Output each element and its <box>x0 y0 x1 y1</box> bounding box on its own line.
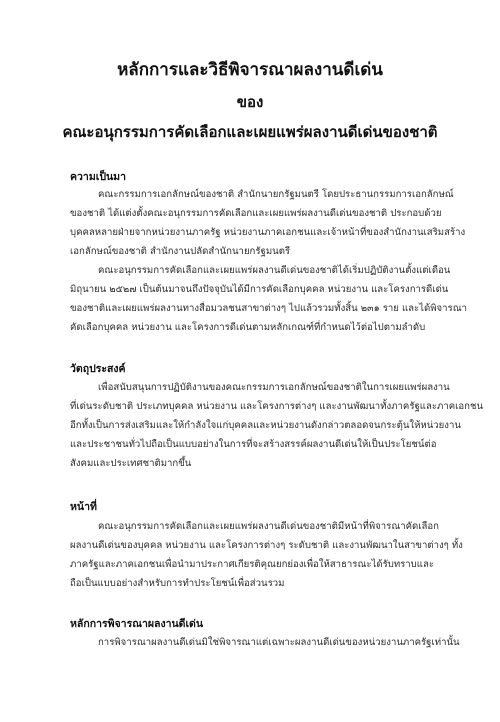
paragraph-line: ของชาติและเผยแพร่ผลงานทางสื่อมวลชนสาขาต่างๆ ไปแล้วรวมทั้งสิ้น ๒๓๑ ราย และได้พิจารณา <box>70 303 468 314</box>
paragraph-line: บุคคลหลายฝ่ายจากหน่วยงานภาครัฐ หน่วยงานภาคเอกชนและเจ้าหน้าที่ของสำนักงานเสริมสร้าง <box>70 227 466 238</box>
document-title: หลักการและวิธีพิจารณาผลงานดีเด่น <box>117 60 383 80</box>
paragraph-line: คณะกรรมการเอกลักษณ์ของชาติ สำนักนายกรัฐมนตรี โดยประธานกรรมการเอกลักษณ์ <box>98 189 454 200</box>
section-heading-background: ความเป็นมา <box>70 171 126 183</box>
paragraph-line: เพื่อสนับสนุนการปฏิบัติงานของคณะกรรมการเอกลักษณ์ของชาติในการเผยแพร่ผลงาน <box>98 382 450 393</box>
document-subtitle: คณะอนุกรรมการคัดเลือกและเผยแพร่ผลงานดีเด่นของชาติ <box>62 123 438 141</box>
section-heading-principles: หลักการพิจารณาผลงานดีเด่น <box>70 618 204 630</box>
paragraph-line: ผลงานดีเด่นของบุคคล หน่วยงาน และโครงการต่างๆ ระดับชาติ และงานพัฒนาในสาขาต่างๆ ทั้ง <box>70 540 463 551</box>
section-heading-objective: วัตถุประสงค์ <box>70 363 126 375</box>
paragraph-line: ภาครัฐและภาคเอกชนเพื่อนำมาประกาศเกียรติคุณยกย่องเพื่อให้สาธารณะได้รับทราบและ <box>70 559 434 570</box>
paragraph-line: ที่เด่นระดับชาติ ประเภทบุคคล หน่วยงาน และโครงการต่างๆ และงานพัฒนาทั้งภาครัฐและภาคเอกชน <box>70 401 484 412</box>
paragraph-line: เอกลักษณ์ของชาติ สำนักงานปลัดสำนักนายกรัฐมนตรี <box>70 246 291 257</box>
paragraph-line: ถือเป็นแบบอย่างสำหรับการทำประโยชน์เพื่อส่วนรวม <box>70 578 285 589</box>
document-title-connector: ของ <box>236 93 264 111</box>
paragraph-line: สังคมและประเทศชาติมากขึ้น <box>70 458 192 469</box>
paragraph-line: การพิจารณาผลงานดีเด่นมิใช่พิจารณาแต่เฉพาะผลงานดีเด่นของหน่วยงานภาครัฐเท่านั้น <box>98 637 460 648</box>
section-heading-duty: หน้าที่ <box>70 501 97 513</box>
paragraph-line: และประชาชนทั่วไปถือเป็นแบบอย่างในการที่จะสร้างสรรค์ผลงานดีเด่นให้เป็นประโยชน์ต่อ <box>70 439 437 450</box>
paragraph-line: คณะอนุกรรมการคัดเลือกและเผยแพร่ผลงานดีเด่นของชาติได้เริ่มปฏิบัติงานตั้งแต่เดือน <box>98 265 451 276</box>
paragraph-line: ของชาติ ได้แต่งตั้งคณะอนุกรรมการคัดเลือกและเผยแพร่ผลงานดีเด่นของชาติ ประกอบด้วย <box>70 208 442 219</box>
paragraph-line: คณะอนุกรรมการคัดเลือกและเผยแพร่ผลงานดีเด่นของชาติมีหน้าที่พิจารณาคัดเลือก <box>98 521 439 532</box>
paragraph-line: มิถุนายน ๒๕๒๗ เป็นต้นมาจนถึงปัจจุบันได้มีการคัดเลือกบุคคล หน่วยงาน และโครงการดีเด่น <box>70 284 449 295</box>
paragraph-line: อีกทั้งเป็นการส่งเสริมและให้กำลังใจแก่บุคคลและหน่วยงานดังกล่าวตลอดจนกระตุ้นให้หน่วยงาน <box>70 420 461 431</box>
paragraph-line: คัดเลือกบุคคล หน่วยงาน และโครงการดีเด่นตามหลักเกณฑ์ที่กำหนดไว้ต่อไปตามลำดับ <box>70 322 426 333</box>
